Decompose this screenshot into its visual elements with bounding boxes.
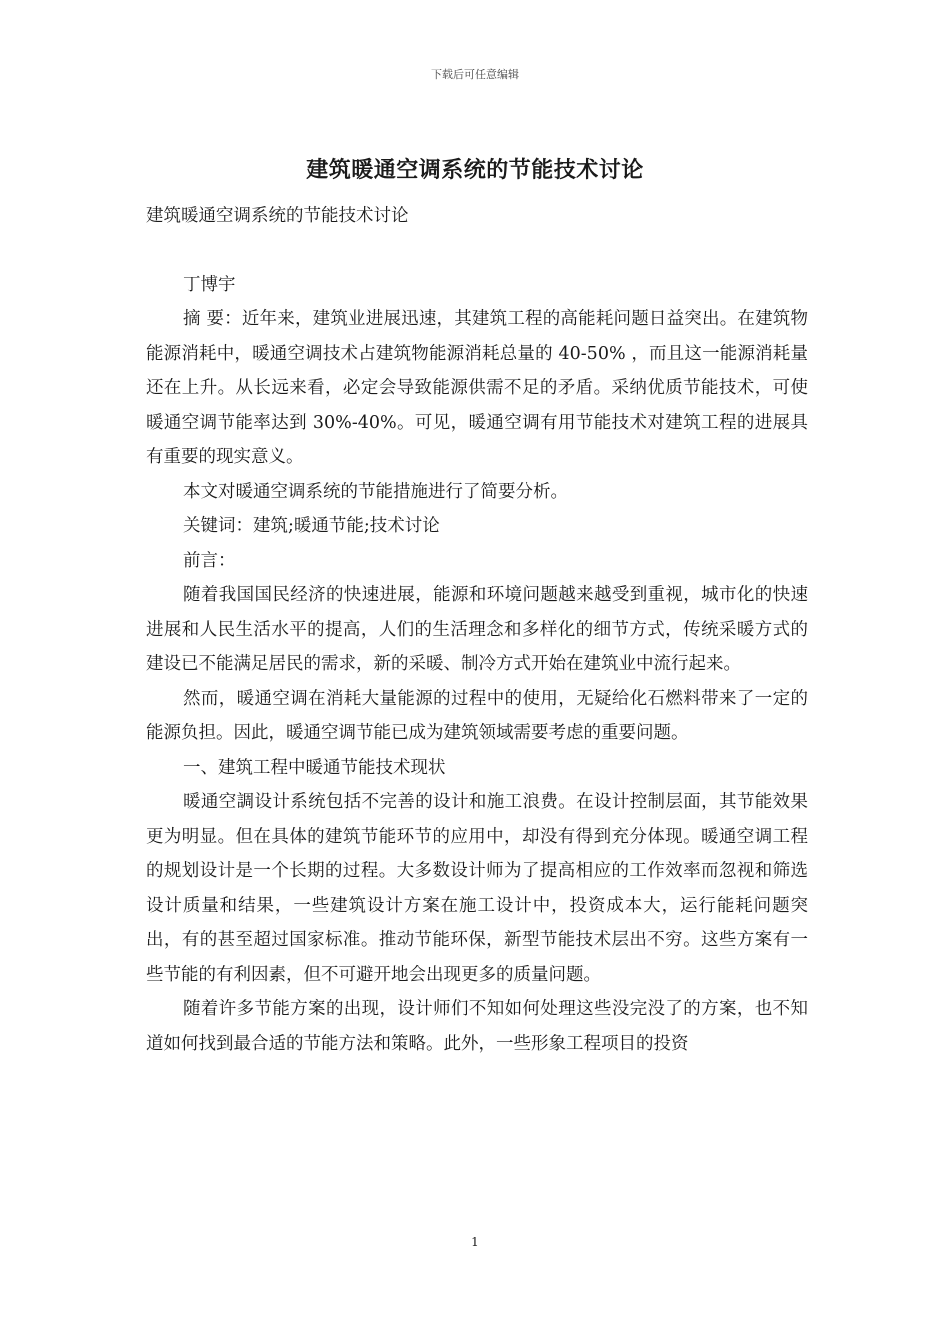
author: 丁博宇 [183,274,236,295]
body-paragraph: 然而，暖通空调在消耗大量能源的过程中的使用，无疑给化石燃料带来了一定的能源负担。因此，暖通空调节能已成为建筑领域需要考虑的重要问题。 [146,688,808,743]
document-body [146,199,808,1061]
keywords: 关键词：建筑;暖通节能;技术讨论 [183,516,440,536]
page-number: 1 [471,1235,479,1249]
header-note: 下载后可任意编辑 [431,68,519,81]
body-paragraph: 暖通空調设计系统包括不完善的设计和施工浪费。在设计控制层面，其节能效果更为明显。但在具体的建筑节能环节的应用中，却没有得到充分体现。暖通空调工程的规划设计是一个长期的过程。大多数设计师为了提高相应的工作效率而忽视和筛选设计质量和结果，一些建筑设计方案在施工设计中，投资成本大，运行能耗问题突出，有的甚至超过国家标准。推动节能环保，新型节能技术层出不穷。这些方案有一些节能的有利因素，但不可避开地会出现更多的质量问题。 [146,792,808,985]
section-heading: 一、建筑工程中暖通节能技术现状 [183,757,446,778]
subtitle: 建筑暖通空调系统的节能技术讨论 [146,206,409,226]
preface-label: 前言： [183,550,236,571]
abstract-paragraph: 摘 要：近年来，建筑业进展迅速，其建筑工程的高能耗问题日益突出。在建筑物能源消耗中，暖通空调技术占建筑物能源消耗总量的 40-50% ，而且这一能源消耗量还在上升。从长远来看，必定会导致能源供需不足的矛盾。采纳优质节能技术，可使暖通空调节能率达到 30%-40%。可见，暖通空调有用节能技术对建筑工程的进展具有重要的现实意义。 [146,309,808,467]
body-paragraph: 随着许多节能方案的出现，设计师们不知如何处理这些没完没了的方案，也不知道如何找到最合适的节能方法和策略。此外，一些形象工程项目的投资 [146,999,808,1054]
page-title: 建筑暖通空调系统的节能技术讨论 [306,157,644,183]
body-paragraph: 随着我国国民经济的快速进展，能源和环境问题越来越受到重视，城市化的快速进展和人民生活水平的提高，人们的生活理念和多样化的细节方式，传统采暖方式的建设已不能满足居民的需求，新的采暖、制冷方式开始在建筑业中流行起来。 [146,585,808,674]
abstract-note: 本文对暖通空调系统的节能措施进行了简要分析。 [183,481,568,502]
